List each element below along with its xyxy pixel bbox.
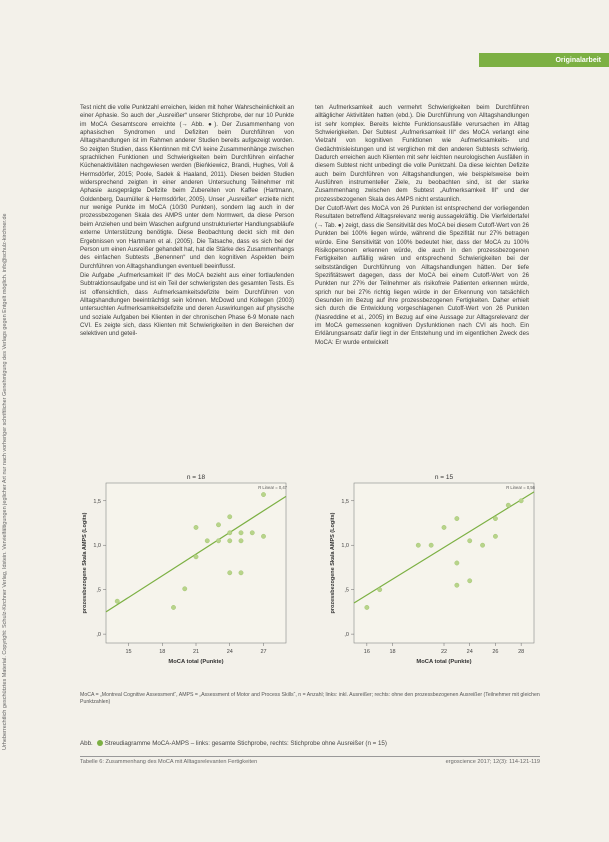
y-axis-label: prozessbezogene Skala AMPS (Logits) <box>82 512 88 614</box>
copyright-side-note: Urheberrechtlich geschütztes Material. Copyright: Schulz-Kirchner Verlag, Idstein. Vervielfältigungen jeglicher Art nur nach vorheriger schriftlicher Genehmigung des Verlags gegen Entgelt möglich. info@schulz-kirchner.de <box>2 213 8 750</box>
data-point <box>216 539 220 543</box>
data-point <box>228 531 232 535</box>
footer-right: ergoscience 2017; 12(3): 114-121-119 <box>445 759 540 765</box>
data-point <box>455 516 459 520</box>
plot-frame <box>106 483 286 643</box>
x-tick-label: 18 <box>159 649 166 655</box>
y-tick-label: ,0 <box>344 632 349 639</box>
y-axis-label: prozessbezogene Skala AMPS (Logits) <box>330 512 336 614</box>
data-point <box>250 531 254 535</box>
data-point <box>205 539 209 543</box>
y-tick-label: ,5 <box>344 587 349 594</box>
chart-title: n = 18 <box>186 474 206 481</box>
figure-charts <box>70 467 550 687</box>
x-tick-label: 21 <box>192 649 200 655</box>
figure-text: Streudiagramme MoCA-AMPS – links: gesamte Stichprobe, rechts: Stichprobe ohne Ausreißer (n = 15) <box>104 740 387 748</box>
x-tick-label: 26 <box>492 649 499 655</box>
x-tick-label: 24 <box>466 649 473 655</box>
figure-caption: MoCA = „Montreal Cognitive Assessment“, AMPS = „Assessment of Motor and Process Skills“, n = Anzahl; links: inkl. Ausreißer; rechts: ohne den prozessbezogenen Ausreißer (Teilnehmer mit gleichen Punktzahlen) <box>80 692 540 705</box>
y-tick-label: 1,0 <box>93 543 101 550</box>
paragraph: Die Aufgabe „Aufmerksamkeit II“ des MoCA bezieht aus einer fortlaufenden Subtraktionsaufgabe und ist ein Teil der schwierigsten des gesamten Tests. Es ist offensichtlich, dass Aufmerksamkeitsdefizite beim Durchführen von Alltagshandlungen beeinträchtigt sein können. McDowd und Kollegen (2003) untersuchten Aufmerksamkeitsdefizite und deren Auswirkungen auf physische und soziale Aufgaben bei Klienten in der chronischen Phase 6-9 Monate nach CVI. Es zeigte sich, dass Klienten mit Schwierigkeiten in den Bereichen der selektiven und geteil- <box>80 271 294 338</box>
paragraph: Test nicht die volle Punktzahl erreichen, leiden mit hoher Wahrscheinlichkeit an einer Aphasie. So auch der „Ausreißer“ unserer Stichprobe, der nur 10 Punkte im MoCA Gesamtscore erreichte (→ Abb. ●). Der Zusammenhang von aphasischen Syndromen und Defiziten beim Durchführen von Alltagshandlungen ist im Rahmen anderer Studien bereits aufgezeigt worden. So zeigten Studien, dass Klientinnen mit CVI keine Zusammenhänge zwischen sprachlichen Funktionen und Schwierigkeiten beim Durchführen einfacher Küchenaktivitäten nachgewiesen werden (Bieńkiewicz, Brandi, Hughes, Voll & Hermsdörfer, 2015; Poole, Sadek & Haaland, 2011). Diesen beiden Studien widersprechend zeigten in einer anderen Untersuchung Teilnehmer mit Aphasie ausgeprägte Defizite beim Zubereiten von Kaffee (Hartmann, Goldenberg, Daumüller & Hermsdörfer, 2005). Unser „Ausreißer“ erzielte nicht nur wenige Punkte im MoCA (10/30 Punkten), sondern lag auch in der prozessbezogenen Skala des AMPS unter dem Normwert, da diese Person beim Anziehen und beim Waschen aufgrund unstrukturierter Handlungsabläufe externe Unterstützung benötigte. Diese Beobachtung deckt sich mit den Ergebnissen von Hartmann et al. (2005). Die Tatsache, dass es sich bei der Person um einen Ausreißer gehandelt hat, hat die Stärke des Zusammenhangs des einfachen Subtests „Benennen“ und den kognitiven Aspekten beim Durchführen von Alltagshandlungen eventuell beeinflusst. <box>80 104 294 270</box>
r-squared-label: R Linear = 0,47 <box>258 485 287 490</box>
data-point <box>468 539 472 543</box>
chart-title: n = 15 <box>434 474 454 481</box>
data-point <box>239 539 243 543</box>
scatter-chart-svg <box>70 467 295 687</box>
data-point <box>480 543 484 547</box>
data-point <box>455 583 459 587</box>
data-point <box>261 534 265 538</box>
scatter-chart-right <box>318 467 543 687</box>
data-point <box>261 492 265 496</box>
r-squared-label: R Linear = 0,56 <box>506 485 535 490</box>
data-point <box>183 587 187 591</box>
data-point <box>228 515 232 519</box>
figure-bullet-icon <box>97 740 103 746</box>
data-point <box>239 571 243 575</box>
text-column-right <box>315 104 529 348</box>
data-point <box>429 543 433 547</box>
data-point <box>506 503 510 507</box>
data-point <box>416 543 420 547</box>
data-point <box>493 534 497 538</box>
data-point <box>519 499 523 503</box>
y-tick-label: ,0 <box>96 632 101 639</box>
x-tick-label: 27 <box>260 649 267 655</box>
figure-label-line <box>80 740 540 747</box>
scatter-chart-left <box>70 467 295 687</box>
scatter-chart-svg <box>318 467 543 687</box>
x-tick-label: 24 <box>226 649 233 655</box>
data-point <box>115 599 119 603</box>
section-tab: Originalarbeit <box>479 53 609 67</box>
x-axis-label: MoCA total (Punkte) <box>168 659 224 665</box>
data-point <box>194 525 198 529</box>
x-tick-label: 15 <box>125 649 132 655</box>
figure-label: Abb. <box>80 740 93 748</box>
x-tick-label: 18 <box>389 649 396 655</box>
footer-left: Tabelle 6: Zusammenhang des MoCA mit Alltagsrelevanten Fertigkeiten <box>80 759 258 765</box>
data-point <box>365 605 369 609</box>
x-tick-label: 22 <box>440 649 448 655</box>
y-tick-label: 1,0 <box>341 543 349 550</box>
paragraph: Der Cutoff-Wert des MoCA von 26 Punkten ist entsprechend der vorliegenden Resultaten betreffend Alltagsrelevanz wenig aussagekräftig. Die Vierfeldertafel (→ Tab. ●) zeigt, dass die Sensitivität des MoCA bei diesem Cutoff-Wert von 26 Punkten bei 100% liegen würde, während die Spezifität nur 27% betragen würde. Eine Sensitivität von 100% bedeutet hier, dass der MoCA zu 100% Risikopersonen erkennen würde, die auch in den prozessbezogenen Fertigkeiten auffällig wären und entsprechend Schwierigkeiten bei der selbstständigen Durchführung von Alltagshandlungen hätten. Der tiefe Spezifitätswert dagegen, dass der MoCA bei einem Cutoff-Wert von 26 Punkten nur 27% der Teilnehmer als risikofreie Patienten erkennen würde, sprich nur bei 27% richtig liegen würde in der Erkennung von tatsächlich Gesunden im Bezug auf ihre prozessbezogenen Fertigkeiten. Daher erhielt sich durch die Entwicklung vorgeschlagenen Cutoff-Wert von 26 Punkten (Nasreddine et al., 2005) im Bezug auf eine Aussage zur Alltagsrelevanz der im MoCA gemessenen kognitiven Dysfunktionen nach CVI als hoch. Ein Erklärungsansatz dafür liegt in der Entstehung und im eigentlichen Zweck des MoCA: Er wurde entwickelt <box>315 205 530 346</box>
data-point <box>455 561 459 565</box>
paragraph: ten Aufmerksamkeit auch vermehrt Schwierigkeiten beim Durchführen alltäglicher Aktivitäten hatten (ebd.). Die Durchführung von Alltagshandlungen ist sehr komplex. Bereits leichte Funktionsausfälle verursachen im Alltag Schwierigkeiten. Der Subtest „Aufmerksamkeit III“ des MoCA verlangt eine Vielzahl von kognitiven Funktionen wie Aufmerksamkeits- und Gedächtnisleistungen und ist verglichen mit den anderen Subtests schwierig. Dadurch erreichen auch Klienten mit sehr leichten neurologischen Ausfällen in diesem Subtest nicht unbedingt die volle Punktzahl. Da diese leichten Defizite auch beim Durchführen von Alltagshandlungen, wie beispielsweise beim Ausführen instrumenteller Ziele, zu beobachten sind, ist der starke Zusammenhang zwischen dem Subtest „Aufmerksamkeit III“ und der prozessbezogenen Skala des AMPS nicht erstaunlich. <box>315 104 529 203</box>
data-point <box>228 539 232 543</box>
data-point <box>194 555 198 559</box>
text-column-left <box>80 104 294 340</box>
data-point <box>493 516 497 520</box>
y-tick-label: 1,5 <box>341 498 349 505</box>
x-axis-label: MoCA total (Punkte) <box>416 659 472 665</box>
data-point <box>468 579 472 583</box>
data-point <box>171 605 175 609</box>
footer-divider <box>80 756 540 757</box>
data-point <box>228 571 232 575</box>
page-footer <box>80 759 540 765</box>
y-tick-label: 1,5 <box>93 498 101 505</box>
data-point <box>378 587 382 591</box>
data-point <box>442 525 446 529</box>
data-point <box>216 523 220 527</box>
x-tick-label: 28 <box>518 649 525 655</box>
y-tick-label: ,5 <box>96 587 101 594</box>
data-point <box>239 531 243 535</box>
x-tick-label: 16 <box>363 649 370 655</box>
